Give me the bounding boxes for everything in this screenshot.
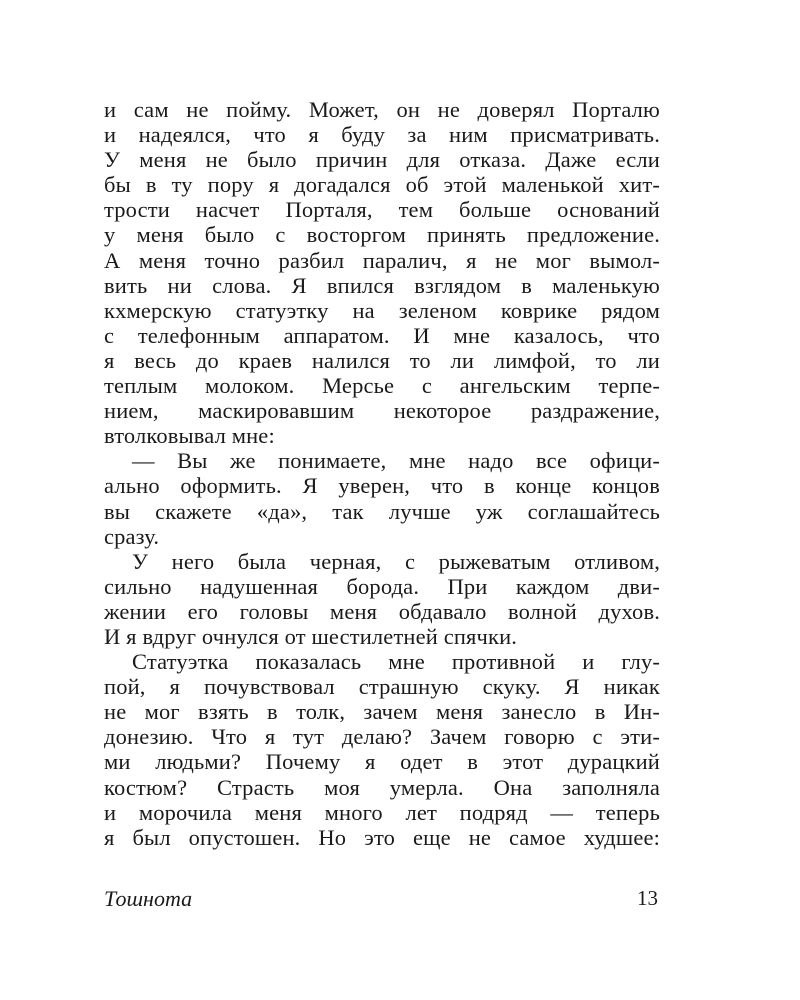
text-line: сразу. (104, 523, 160, 549)
paragraph (104, 649, 660, 850)
paragraph (104, 549, 660, 649)
paragraph (104, 448, 660, 548)
text-line: А меня точно разбил паралич, я не мог вымол- (104, 247, 660, 273)
text-line: донезию. Что я тут делаю? Зачем говорю с эти- (104, 724, 660, 750)
text-line: — Вы же понимаете, мне надо все офици- (132, 448, 660, 474)
text-line: вы скажете «да», так лучше уж соглашайтесь (104, 498, 660, 524)
paragraph (104, 97, 660, 448)
text-line: у меня было с восторгом принять предложение. (104, 222, 660, 248)
text-line: и надеялся, что я буду за ним присматривать. (104, 122, 660, 148)
text-line: И я вдруг очнулся от шестилетней спячки. (104, 623, 518, 649)
text-line: У меня не было причин для отказа. Даже если (104, 147, 660, 173)
text-line: Статуэтка показалась мне противной и глу- (132, 649, 660, 675)
text-line: сильно надушенная борода. При каждом дви- (104, 573, 660, 599)
text-line: ми людьми? Почему я одет в этот дурацкий (104, 749, 660, 775)
page-number: 13 (637, 886, 658, 910)
text-line: жении его головы меня обдавало волной духов. (104, 598, 660, 624)
page-footer (104, 886, 660, 912)
text-line: костюм? Страсть моя умерла. Она заполняла (104, 774, 660, 800)
text-line: я весь до краев налился то ли лимфой, то ли (104, 347, 660, 373)
text-line: я был опустошен. Но это еще не самое худшее: (104, 824, 660, 850)
text-line: вить ни слова. Я впился взглядом в маленькую (104, 272, 660, 298)
text-line: пой, я почувствовал страшную скуку. Я никак (104, 674, 660, 700)
text-line: втолковывал мне: (104, 423, 275, 449)
text-line: не мог взять в толк, зачем меня занесло в Ин- (104, 699, 660, 725)
text-line: У него была черная, с рыжеватым отливом, (132, 548, 660, 574)
text-line: теплым молоком. Мерсье с ангельским терпе- (104, 373, 660, 399)
text-line: ально оформить. Я уверен, что в конце концов (104, 473, 660, 499)
text-line: бы в ту пору я догадался об этой маленькой хит- (104, 172, 660, 198)
text-line: и сам не пойму. Может, он не доверял Порталю (104, 97, 660, 122)
text-line: с телефонным аппаратом. И мне казалось, что (104, 322, 660, 348)
text-line: нием, маскировавшим некоторое раздражение, (104, 398, 660, 424)
running-title: Тошнота (104, 886, 193, 911)
text-line: кхмерскую статуэтку на зеленом коврике рядом (104, 297, 660, 323)
text-line: и морочила меня много лет подряд — теперь (104, 799, 660, 825)
body-text (104, 97, 660, 850)
text-line: трости насчет Порталя, тем больше оснований (104, 197, 660, 223)
